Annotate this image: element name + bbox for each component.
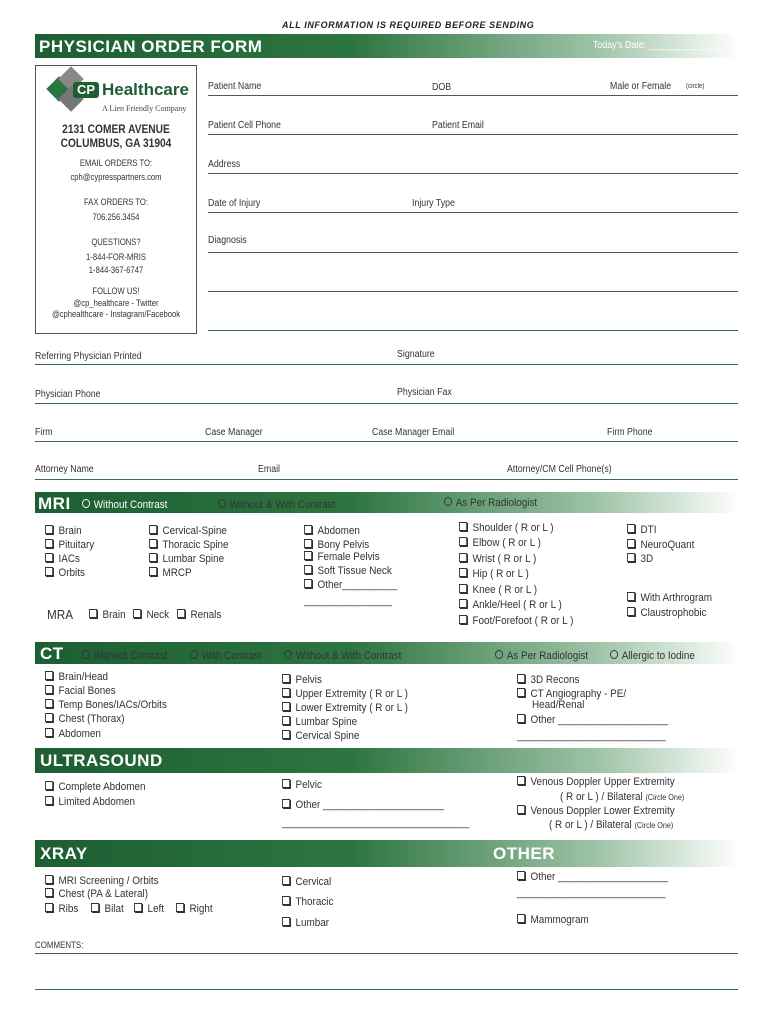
ultrasound-title: ULTRASOUND xyxy=(40,751,163,770)
xray-other-band xyxy=(35,840,740,867)
us-venous-upper[interactable]: Venous Doppler Upper Extremity xyxy=(517,776,675,788)
mri-abdomen[interactable]: Abdomen xyxy=(304,525,360,537)
address-line[interactable] xyxy=(208,173,738,174)
ct-facial-bones[interactable]: Facial Bones xyxy=(45,685,116,697)
other-title: OTHER xyxy=(493,844,555,863)
ct-lumbar-spine[interactable]: Lumbar Spine xyxy=(282,716,357,728)
todays-date-field[interactable]: Today's Date: _______________ xyxy=(593,40,722,51)
mri-claustrophobic[interactable]: Claustrophobic xyxy=(627,607,707,619)
ct-temp-bones[interactable]: Temp Bones/IACs/Orbits xyxy=(45,699,167,711)
physician-fax-label: Physician Fax xyxy=(397,387,452,398)
company-info-box xyxy=(35,65,197,334)
xray-cervical[interactable]: Cervical xyxy=(282,876,331,888)
other-other[interactable]: Other ____________________ xyxy=(517,871,668,883)
mri-other[interactable]: Other__________ xyxy=(304,579,397,591)
us-other[interactable]: Other ______________________ xyxy=(282,799,444,811)
xray-right[interactable]: Right xyxy=(176,903,213,915)
ct-chest[interactable]: Chest (Thorax) xyxy=(45,713,125,725)
mri-neuroquant[interactable]: NeuroQuant xyxy=(627,539,694,551)
firm-label: Firm xyxy=(35,427,53,438)
address-line-2: COLUMBUS, GA 31904 xyxy=(60,136,172,150)
other-mammogram[interactable]: Mammogram xyxy=(517,914,589,926)
ultrasound-band xyxy=(35,748,740,773)
address-label: Address xyxy=(208,159,241,170)
mri-elbow[interactable]: Elbow ( R or L ) xyxy=(459,537,541,549)
mra-brain[interactable]: Brain xyxy=(89,609,126,621)
physician-line-1[interactable] xyxy=(35,364,738,365)
mri-soft-tissue-neck[interactable]: Soft Tissue Neck xyxy=(304,565,392,577)
cell-line[interactable] xyxy=(208,134,738,135)
ct-cervical-spine[interactable]: Cervical Spine xyxy=(282,730,359,742)
comments-label: COMMENTS: xyxy=(35,940,84,950)
sex-note: (circle) xyxy=(686,83,705,90)
mri-iacs[interactable]: IACs xyxy=(45,553,80,565)
attorney-label: Attorney Name xyxy=(35,464,94,475)
us-limited-abdomen[interactable]: Limited Abdomen xyxy=(45,796,135,808)
mri-3d[interactable]: 3D xyxy=(627,553,653,565)
xray-mri-screening[interactable]: MRI Screening / Orbits xyxy=(45,875,159,887)
diagnosis-label: Diagnosis xyxy=(208,235,247,246)
ct-abdomen[interactable]: Abdomen xyxy=(45,728,101,740)
email-label: EMAIL ORDERS TO: xyxy=(79,158,153,168)
mra-neck[interactable]: Neck xyxy=(133,609,169,621)
mri-foot-forefoot[interactable]: Foot/Forefoot ( R or L ) xyxy=(459,615,573,627)
injury-type-label: Injury Type xyxy=(412,198,455,209)
mra-renals[interactable]: Renals xyxy=(177,609,221,621)
mri-shoulder[interactable]: Shoulder ( R or L ) xyxy=(459,522,554,534)
us-upper-side: ( R or L ) / Bilateral (Circle One) xyxy=(560,791,685,803)
physician-line-2[interactable] xyxy=(35,403,738,404)
ct-with-without-contrast[interactable]: Without & With Contrast xyxy=(284,650,401,662)
ref-physician-label: Referring Physician Printed xyxy=(35,351,142,362)
physician-line-4[interactable] xyxy=(35,479,738,480)
xray-ribs[interactable]: Ribs xyxy=(45,903,78,915)
mri-as-per-radiologist[interactable]: As Per Radiologist xyxy=(444,497,537,509)
fax-label: FAX ORDERS TO: xyxy=(84,197,148,207)
ct-with-contrast[interactable]: With Contrast xyxy=(190,650,262,662)
questions-label: QUESTIONS? xyxy=(91,237,141,247)
us-pelvic[interactable]: Pelvic xyxy=(282,779,322,791)
dob-label: DOB xyxy=(432,82,452,93)
ct-allergic-iodine[interactable]: Allergic to Iodine xyxy=(610,650,695,662)
patient-email-label: Patient Email xyxy=(432,120,484,131)
patient-name-line[interactable] xyxy=(208,95,738,96)
injury-line[interactable] xyxy=(208,212,738,213)
mri-pituitary[interactable]: Pituitary xyxy=(45,539,94,551)
mri-bony-pelvis[interactable]: Bony Pelvis xyxy=(304,539,369,551)
xray-title: XRAY xyxy=(40,844,88,863)
ct-pelvis[interactable]: Pelvis xyxy=(282,674,322,686)
physician-line-3[interactable] xyxy=(35,441,738,442)
mra-label: MRA xyxy=(47,607,74,622)
xray-left[interactable]: Left xyxy=(134,903,164,915)
mri-other-line[interactable]: ________________ xyxy=(304,595,393,607)
mri-brain[interactable]: Brain xyxy=(45,525,82,537)
page-title: PHYSICIAN ORDER FORM xyxy=(39,37,263,56)
cm-email-label: Case Manager Email xyxy=(372,427,455,438)
email-address: cph@cypresspartners.com xyxy=(70,172,162,182)
diagnosis-line-3[interactable] xyxy=(208,330,738,331)
injury-date-label: Date of Injury xyxy=(208,198,261,209)
sex-label: Male or Female xyxy=(610,81,672,92)
mri-dti[interactable]: DTI xyxy=(627,524,656,536)
ct-upper-extremity[interactable]: Upper Extremity ( R or L ) xyxy=(282,688,408,700)
diagnosis-line-1[interactable] xyxy=(208,252,738,253)
xray-bilat[interactable]: Bilat xyxy=(91,903,124,915)
ct-other[interactable]: Other ____________________ xyxy=(517,714,668,726)
follow-label: FOLLOW US! xyxy=(92,286,140,296)
logo-cp: CP xyxy=(73,82,99,98)
mri-with-without-contrast[interactable]: Without & With Contrast xyxy=(218,499,335,511)
firm-phone-label: Firm Phone xyxy=(607,427,653,438)
fax-number: 706.256.3454 xyxy=(92,212,140,222)
mri-without-contrast[interactable]: Without Contrast xyxy=(82,499,167,511)
mri-knee[interactable]: Knee ( R or L ) xyxy=(459,584,537,596)
twitter-handle: @cp_healthcare - Twitter xyxy=(73,298,159,308)
instagram-handle: @cphealthcare - Instagram/Facebook xyxy=(51,309,181,319)
mri-female-pelvis[interactable]: Female Pelvis xyxy=(304,551,380,563)
mri-with-arthrogram[interactable]: With Arthrogram xyxy=(627,592,712,604)
cell-label: Patient Cell Phone xyxy=(208,120,281,131)
physician-phone-label: Physician Phone xyxy=(35,389,101,400)
mri-title: MRI xyxy=(38,494,71,513)
ct-head-renal: Head/Renal xyxy=(532,699,585,711)
ct-brain-head[interactable]: Brain/Head xyxy=(45,671,108,683)
mri-hip[interactable]: Hip ( R or L ) xyxy=(459,568,529,580)
address-line-1: 2131 COMER AVENUE xyxy=(62,122,170,136)
mri-ankle-heel[interactable]: Ankle/Heel ( R or L ) xyxy=(459,599,562,611)
xray-chest[interactable]: Chest (PA & Lateral) xyxy=(45,888,148,900)
mri-lumbar-spine[interactable]: Lumbar Spine xyxy=(149,553,224,565)
mri-orbits[interactable]: Orbits xyxy=(45,567,85,579)
us-other-line[interactable]: __________________________________ xyxy=(282,817,470,829)
ct-angiography[interactable]: CT Angiography - PE/ xyxy=(517,688,626,700)
case-manager-label: Case Manager xyxy=(205,427,263,438)
xray-thoracic[interactable]: Thoracic xyxy=(282,896,333,908)
us-complete-abdomen[interactable]: Complete Abdomen xyxy=(45,781,145,793)
ct-as-per-radiologist[interactable]: As Per Radiologist xyxy=(495,650,588,662)
mri-wrist[interactable]: Wrist ( R or L ) xyxy=(459,553,536,565)
attorney-cell-label: Attorney/CM Cell Phone(s) xyxy=(507,464,612,475)
ct-title: CT xyxy=(40,644,64,663)
ct-3d-recons[interactable]: 3D Recons xyxy=(517,674,579,686)
logo-text: Healthcare xyxy=(102,80,189,99)
other-line[interactable]: ___________________________ xyxy=(517,887,666,899)
comments-line-2[interactable] xyxy=(35,989,738,990)
phone-1: 1-844-FOR-MRIS xyxy=(86,252,146,262)
patient-name-label: Patient Name xyxy=(208,81,262,92)
required-note: ALL INFORMATION IS REQUIRED BEFORE SENDING xyxy=(282,20,535,30)
ct-lower-extremity[interactable]: Lower Extremity ( R or L ) xyxy=(282,702,408,714)
mri-mrcp[interactable]: MRCP xyxy=(149,567,192,579)
us-lower-side: ( R or L ) / Bilateral (Circle One) xyxy=(549,819,674,831)
xray-lumbar[interactable]: Lumbar xyxy=(282,917,329,929)
tagline: A Lien Friendly Company xyxy=(102,104,187,113)
mri-thoracic-spine[interactable]: Thoracic Spine xyxy=(149,539,229,551)
mri-cervical-spine[interactable]: Cervical-Spine xyxy=(149,525,227,537)
ct-other-line[interactable]: ___________________________ xyxy=(517,730,666,742)
attorney-email-label: Email xyxy=(258,464,281,475)
phone-2: 1-844-367-6747 xyxy=(88,265,144,275)
us-venous-lower[interactable]: Venous Doppler Lower Extremity xyxy=(517,805,675,817)
signature-label: Signature xyxy=(397,349,435,360)
diagnosis-line-2[interactable] xyxy=(208,291,738,292)
comments-line-1[interactable] xyxy=(35,953,738,954)
ct-without-contrast[interactable]: Without Contrast xyxy=(82,650,167,662)
